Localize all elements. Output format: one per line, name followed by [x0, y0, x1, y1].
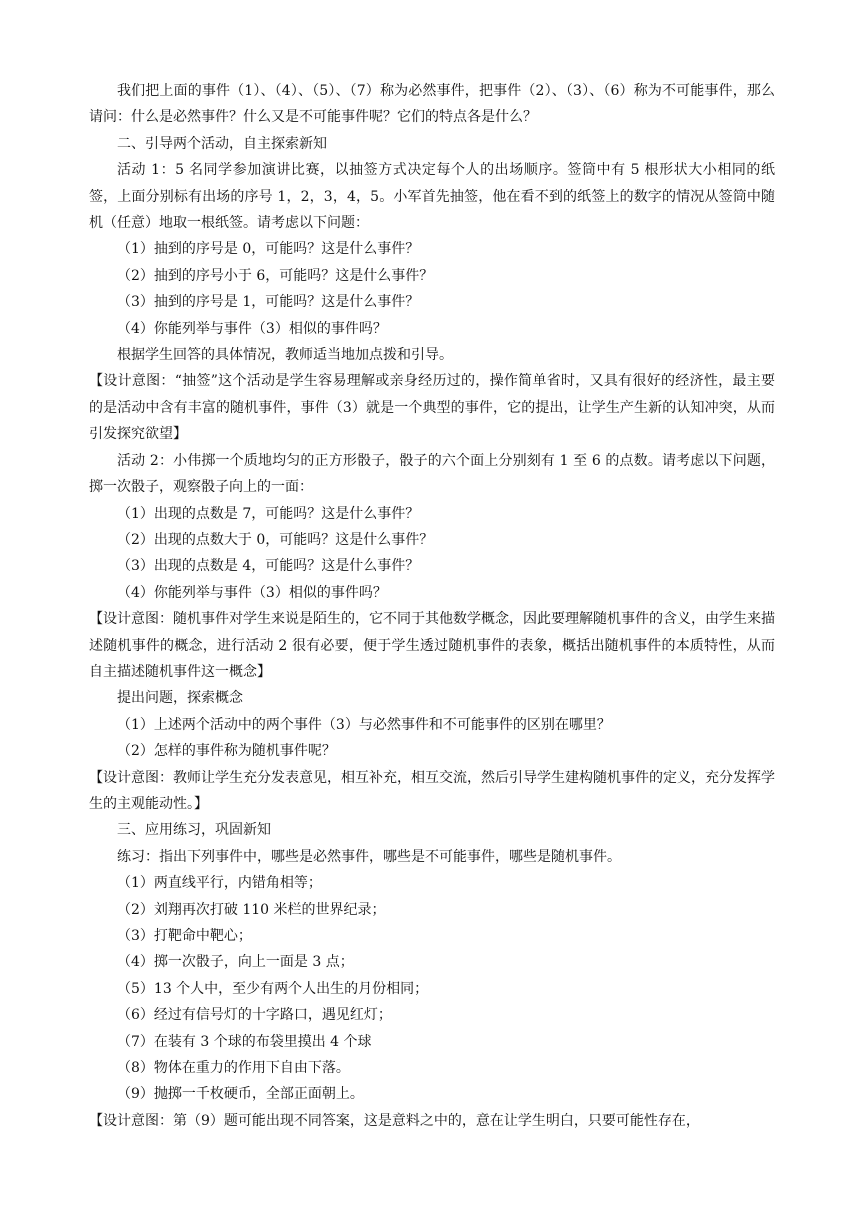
- paragraph: 我们把上面的事件（1）、（4）、（5）、（7）称为必然事件，把事件（2）、（3）、（6）称为不可能事件，那么请问：什么是必然事件？什么又是不可能事件呢？它们的特点各是什么？: [89, 83, 775, 126]
- section-heading: 三、应用练习，巩固新知: [117, 822, 271, 839]
- list-item: （7）在装有 3 个球的布袋里摸出 4 个球: [117, 1033, 372, 1050]
- list-item: （2）刘翔再次打破 110 米栏的世界纪录；: [117, 901, 386, 918]
- list-item: （9）抛掷一千枚硬币，全部正面朝上。: [117, 1086, 364, 1103]
- paragraph: 活动 1：5 名同学参加演讲比赛，以抽签方式决定每个人的出场顺序。签筒中有 5 根形状大小相同的纸签，上面分别标有出场的序号 1，2，3，4，5。小军首先抽签，他在看不到的纸签上的数字的情况从签筒中随机（任意）地取一根纸签。请考虑以下问题：: [89, 162, 775, 232]
- list-item: （2）出现的点数大于 0，可能吗？这是什么事件？: [117, 531, 434, 548]
- document-page: [89, 78, 775, 1134]
- list-item: （4）你能列举与事件（3）相似的事件吗？: [117, 584, 387, 601]
- list-item: （2）怎样的事件称为随机事件呢？: [117, 743, 336, 760]
- list-item: （3）抽到的序号是 1，可能吗？这是什么事件？: [117, 294, 420, 311]
- list-item: （1）两直线平行，内错角相等；: [117, 875, 322, 892]
- list-item: （1）出现的点数是 7，可能吗？这是什么事件？: [117, 505, 420, 522]
- list-item: （3）出现的点数是 4，可能吗？这是什么事件？: [117, 558, 420, 575]
- list-item: （1）抽到的序号是 0，可能吗？这是什么事件？: [117, 241, 420, 258]
- list-item: （5）13 个人中，至少有两个人出生的月份相同；: [117, 980, 429, 997]
- list-item: （6）经过有信号灯的十字路口，遇见红灯；: [117, 1007, 392, 1024]
- list-item: （4）你能列举与事件（3）相似的事件吗？: [117, 320, 387, 337]
- design-intent-note: 【设计意图：教师让学生充分发表意见，相互补充，相互交流，然后引导学生建构随机事件的定义，充分发挥学生的主观能动性。】: [89, 769, 775, 812]
- design-intent-note: 【设计意图：第（9）题可能出现不同答案，这是意料之中的，意在让学生明白，只要可能性存在，: [89, 1112, 700, 1129]
- paragraph: 根据学生回答的具体情况，教师适当地加点拨和引导。: [117, 347, 453, 364]
- paragraph: 提出问题，探索概念: [117, 690, 243, 707]
- design-intent-note: 【设计意图：“抽签”这个活动是学生容易理解或亲身经历过的，操作简单省时，又具有很好的经济性，最主要的是活动中含有丰富的随机事件，事件（3）就是一个典型的事件，它的提出，让学生产生新的认知冲突，从而引发探究欲望】: [89, 373, 775, 443]
- section-heading: 二、引导两个活动，自主探索新知: [117, 135, 327, 152]
- list-item: （2）抽到的序号小于 6，可能吗？这是什么事件？: [117, 267, 434, 284]
- list-item: （8）物体在重力的作用下自由下落。: [117, 1060, 350, 1077]
- paragraph: 活动 2：小伟掷一个质地均匀的正方形骰子，骰子的六个面上分别刻有 1 至 6 的点数。请考虑以下问题，掷一次骰子，观察骰子向上的一面：: [89, 452, 775, 496]
- paragraph: 练习：指出下列事件中，哪些是必然事件，哪些是不可能事件，哪些是随机事件。: [117, 848, 621, 865]
- list-item: （4）掷一次骰子，向上一面是 3 点；: [117, 954, 354, 971]
- design-intent-note: 【设计意图：随机事件对学生来说是陌生的，它不同于其他数学概念，因此要理解随机事件的含义，由学生来描述随机事件的概念，进行活动 2 很有必要，便于学生透过随机事件的表象，概括出随机事件的本质特性，从而自主描述随机事件这一概念】: [89, 611, 775, 680]
- list-item: （3）打靶命中靶心；: [117, 928, 252, 944]
- list-item: （1）上述两个活动中的两个事件（3）与必然事件和不可能事件的区别在哪里？: [117, 716, 611, 733]
